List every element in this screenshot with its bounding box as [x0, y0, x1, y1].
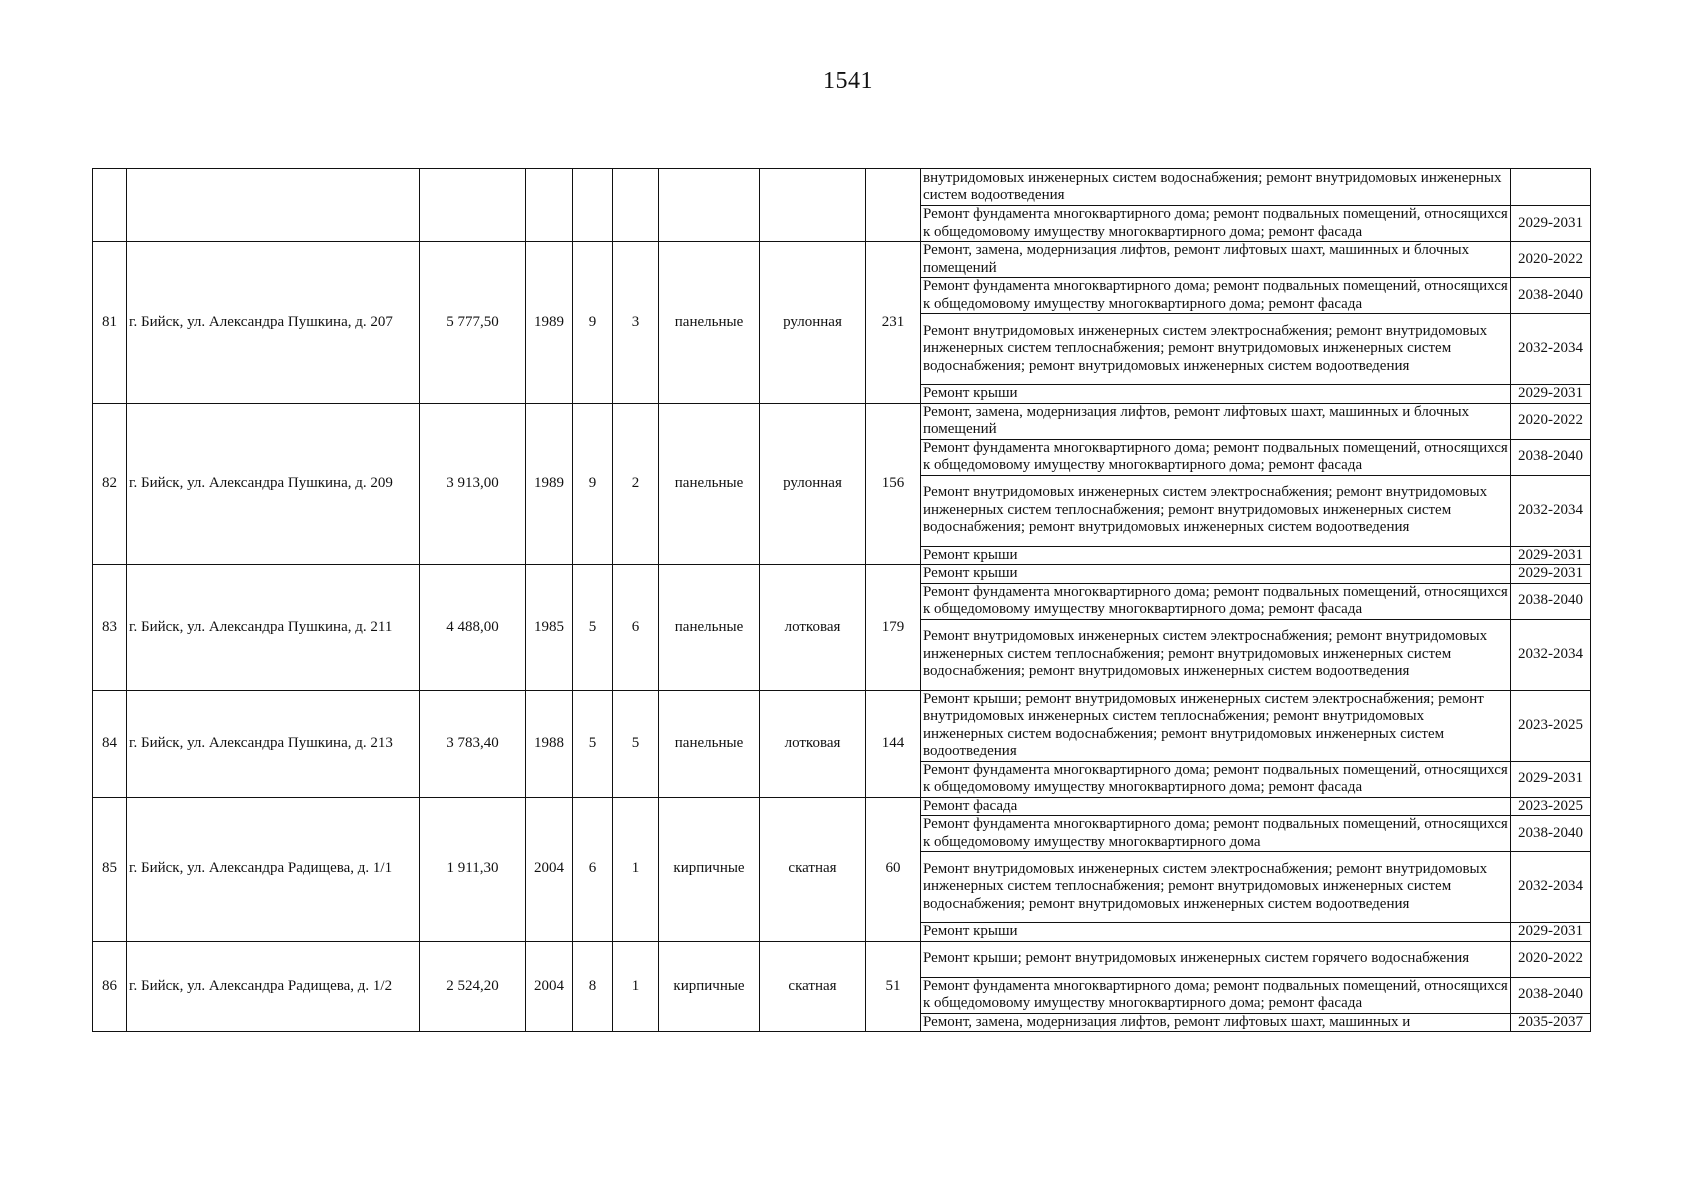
year-cell: 1989 [526, 242, 573, 404]
work-period: 2032-2034 [1511, 852, 1591, 923]
roof-type-cell: лотковая [760, 565, 866, 691]
empty-cell [659, 169, 760, 242]
address-cell: г. Бийск, ул. Александра Пушкина, д. 207 [127, 242, 420, 404]
work-period: 2038-2040 [1511, 278, 1591, 314]
roof-type-cell: рулонная [760, 403, 866, 565]
residents-cell: 51 [866, 941, 921, 1032]
work-period: 2038-2040 [1511, 583, 1591, 619]
floors-cell: 9 [573, 403, 613, 565]
entrances-cell: 5 [613, 690, 659, 797]
work-description: Ремонт, замена, модернизация лифтов, ремонт лифтовых шахт, машинных и блочных помещений [921, 242, 1511, 278]
residents-cell: 179 [866, 565, 921, 691]
work-description: Ремонт фундамента многоквартирного дома; ремонт подвальных помещений, относящихся к общедомовому имуществу многоквартирного дома [921, 816, 1511, 852]
page-number: 1541 [823, 68, 873, 94]
wall-material-cell: панельные [659, 242, 760, 404]
floors-cell: 8 [573, 941, 613, 1032]
work-description: Ремонт, замена, модернизация лифтов, ремонт лифтовых шахт, машинных и блочных помещений [921, 403, 1511, 439]
table-body [93, 169, 1591, 1032]
entrances-cell: 1 [613, 941, 659, 1032]
area-cell: 1 911,30 [420, 797, 526, 941]
work-description: внутридомовых инженерных систем водоснабжения; ремонт внутридомовых инженерных систем водоотведения [921, 169, 1511, 206]
work-description: Ремонт фундамента многоквартирного дома; ремонт подвальных помещений, относящихся к общедомовому имуществу многоквартирного дома; ремонт фасада [921, 761, 1511, 797]
area-cell: 3 783,40 [420, 690, 526, 797]
work-text: Ремонт, замена, модернизация лифтов, ремонт лифтовых шахт, машинных и [923, 1014, 1411, 1031]
table-row [93, 169, 1591, 206]
area-cell: 4 488,00 [420, 565, 526, 691]
year-cell: 1989 [526, 403, 573, 565]
work-description: Ремонт крыши; ремонт внутридомовых инженерных систем горячего водоснабжения [921, 941, 1511, 977]
work-period: 2029-2031 [1511, 761, 1591, 797]
residents-cell: 156 [866, 403, 921, 565]
work-period: 2023-2025 [1511, 797, 1591, 816]
work-period: 2038-2040 [1511, 439, 1591, 475]
residents-cell: 144 [866, 690, 921, 797]
row-number: 83 [93, 565, 127, 691]
work-description: Ремонт фундамента многоквартирного дома; ремонт подвальных помещений, относящихся к общедомовому имуществу многоквартирного дома; ремонт фасада [921, 439, 1511, 475]
table-row [93, 242, 1591, 278]
area-cell: 2 524,20 [420, 941, 526, 1032]
row-number: 85 [93, 797, 127, 941]
work-period: 2035-2037 [1511, 1013, 1591, 1032]
work-description: Ремонт внутридомовых инженерных систем электроснабжения; ремонт внутридомовых инженерных систем теплоснабжения; ремонт внутридомовых инженерных систем водоснабжения; ремонт внутридомовых инженерных систем водоотведения [921, 314, 1511, 385]
work-period: 2029-2031 [1511, 546, 1591, 565]
year-cell: 1988 [526, 690, 573, 797]
address-cell: г. Бийск, ул. Александра Пушкина, д. 211 [127, 565, 420, 691]
work-description: Ремонт фундамента многоквартирного дома; ремонт подвальных помещений, относящихся к общедомовому имуществу многоквартирного дома; ремонт фасада [921, 583, 1511, 619]
empty-cell [420, 169, 526, 242]
roof-type-cell: скатная [760, 941, 866, 1032]
work-description: Ремонт фундамента многоквартирного дома; ремонт подвальных помещений, относящихся к общедомовому имуществу многоквартирного дома; ремонт фасада [921, 206, 1511, 242]
roof-type-cell: скатная [760, 797, 866, 941]
year-cell: 2004 [526, 941, 573, 1032]
floors-cell: 5 [573, 565, 613, 691]
work-period: 2032-2034 [1511, 619, 1591, 690]
table-row [93, 565, 1591, 584]
empty-cell [613, 169, 659, 242]
work-period: 2032-2034 [1511, 314, 1591, 385]
work-period: 2020-2022 [1511, 403, 1591, 439]
area-cell: 5 777,50 [420, 242, 526, 404]
work-description: Ремонт внутридомовых инженерных систем электроснабжения; ремонт внутридомовых инженерных систем теплоснабжения; ремонт внутридомовых инженерных систем водоснабжения; ремонт внутридомовых инженерных систем водоотведения [921, 475, 1511, 546]
wall-material-cell: кирпичные [659, 797, 760, 941]
address-cell: г. Бийск, ул. Александра Пушкина, д. 213 [127, 690, 420, 797]
year-cell: 1985 [526, 565, 573, 691]
row-number: 81 [93, 242, 127, 404]
row-number: 84 [93, 690, 127, 797]
repair-schedule-table [92, 168, 1591, 1032]
empty-cell [573, 169, 613, 242]
table-row [93, 690, 1591, 761]
empty-cell [526, 169, 573, 242]
floors-cell: 5 [573, 690, 613, 797]
work-period [1511, 169, 1591, 206]
work-period: 2032-2034 [1511, 475, 1591, 546]
address-cell: г. Бийск, ул. Александра Радищева, д. 1/2 [127, 941, 420, 1032]
table-row [93, 941, 1591, 977]
work-description: Ремонт внутридомовых инженерных систем электроснабжения; ремонт внутридомовых инженерных систем теплоснабжения; ремонт внутридомовых инженерных систем водоснабжения; ремонт внутридомовых инженерных систем водоотведения [921, 852, 1511, 923]
entrances-cell: 2 [613, 403, 659, 565]
area-cell: 3 913,00 [420, 403, 526, 565]
address-cell: г. Бийск, ул. Александра Пушкина, д. 209 [127, 403, 420, 565]
work-period: 2029-2031 [1511, 565, 1591, 584]
empty-cell [760, 169, 866, 242]
table-row [93, 797, 1591, 816]
work-description: Ремонт крыши [921, 923, 1511, 942]
roof-type-cell: рулонная [760, 242, 866, 404]
roof-type-cell: лотковая [760, 690, 866, 797]
work-description: Ремонт внутридомовых инженерных систем электроснабжения; ремонт внутридомовых инженерных систем теплоснабжения; ремонт внутридомовых инженерных систем водоснабжения; ремонт внутридомовых инженерных систем водоотведения [921, 619, 1511, 690]
floors-cell: 9 [573, 242, 613, 404]
wall-material-cell: панельные [659, 403, 760, 565]
work-period: 2038-2040 [1511, 977, 1591, 1013]
work-period: 2038-2040 [1511, 816, 1591, 852]
wall-material-cell: панельные [659, 690, 760, 797]
work-period: 2029-2031 [1511, 385, 1591, 404]
entrances-cell: 6 [613, 565, 659, 691]
empty-cell [866, 169, 921, 242]
entrances-cell: 3 [613, 242, 659, 404]
empty-cell [127, 169, 420, 242]
wall-material-cell: панельные [659, 565, 760, 691]
work-period: 2029-2031 [1511, 923, 1591, 942]
work-period: 2020-2022 [1511, 242, 1591, 278]
empty-cell [93, 169, 127, 242]
row-number: 82 [93, 403, 127, 565]
address-cell: г. Бийск, ул. Александра Радищева, д. 1/1 [127, 797, 420, 941]
work-period: 2020-2022 [1511, 941, 1591, 977]
entrances-cell: 1 [613, 797, 659, 941]
year-cell: 2004 [526, 797, 573, 941]
residents-cell: 231 [866, 242, 921, 404]
work-description: Ремонт крыши; ремонт внутридомовых инженерных систем электроснабжения; ремонт внутридомовых инженерных систем теплоснабжения; ремонт внутридомовых инженерных систем водоснабжения; ремонт внутридомовых инженерных систем водоотведения [921, 690, 1511, 761]
work-description [921, 1013, 1511, 1032]
row-number: 86 [93, 941, 127, 1032]
work-description: Ремонт фундамента многоквартирного дома; ремонт подвальных помещений, относящихся к общедомовому имуществу многоквартирного дома; ремонт фасада [921, 977, 1511, 1013]
work-description: Ремонт фасада [921, 797, 1511, 816]
work-period: 2029-2031 [1511, 206, 1591, 242]
floors-cell: 6 [573, 797, 613, 941]
residents-cell: 60 [866, 797, 921, 941]
work-description: Ремонт крыши [921, 385, 1511, 404]
work-period: 2023-2025 [1511, 690, 1591, 761]
work-description: Ремонт крыши [921, 546, 1511, 565]
table-row [93, 403, 1591, 439]
wall-material-cell: кирпичные [659, 941, 760, 1032]
work-description: Ремонт крыши [921, 565, 1511, 584]
work-description: Ремонт фундамента многоквартирного дома; ремонт подвальных помещений, относящихся к общедомовому имуществу многоквартирного дома; ремонт фасада [921, 278, 1511, 314]
